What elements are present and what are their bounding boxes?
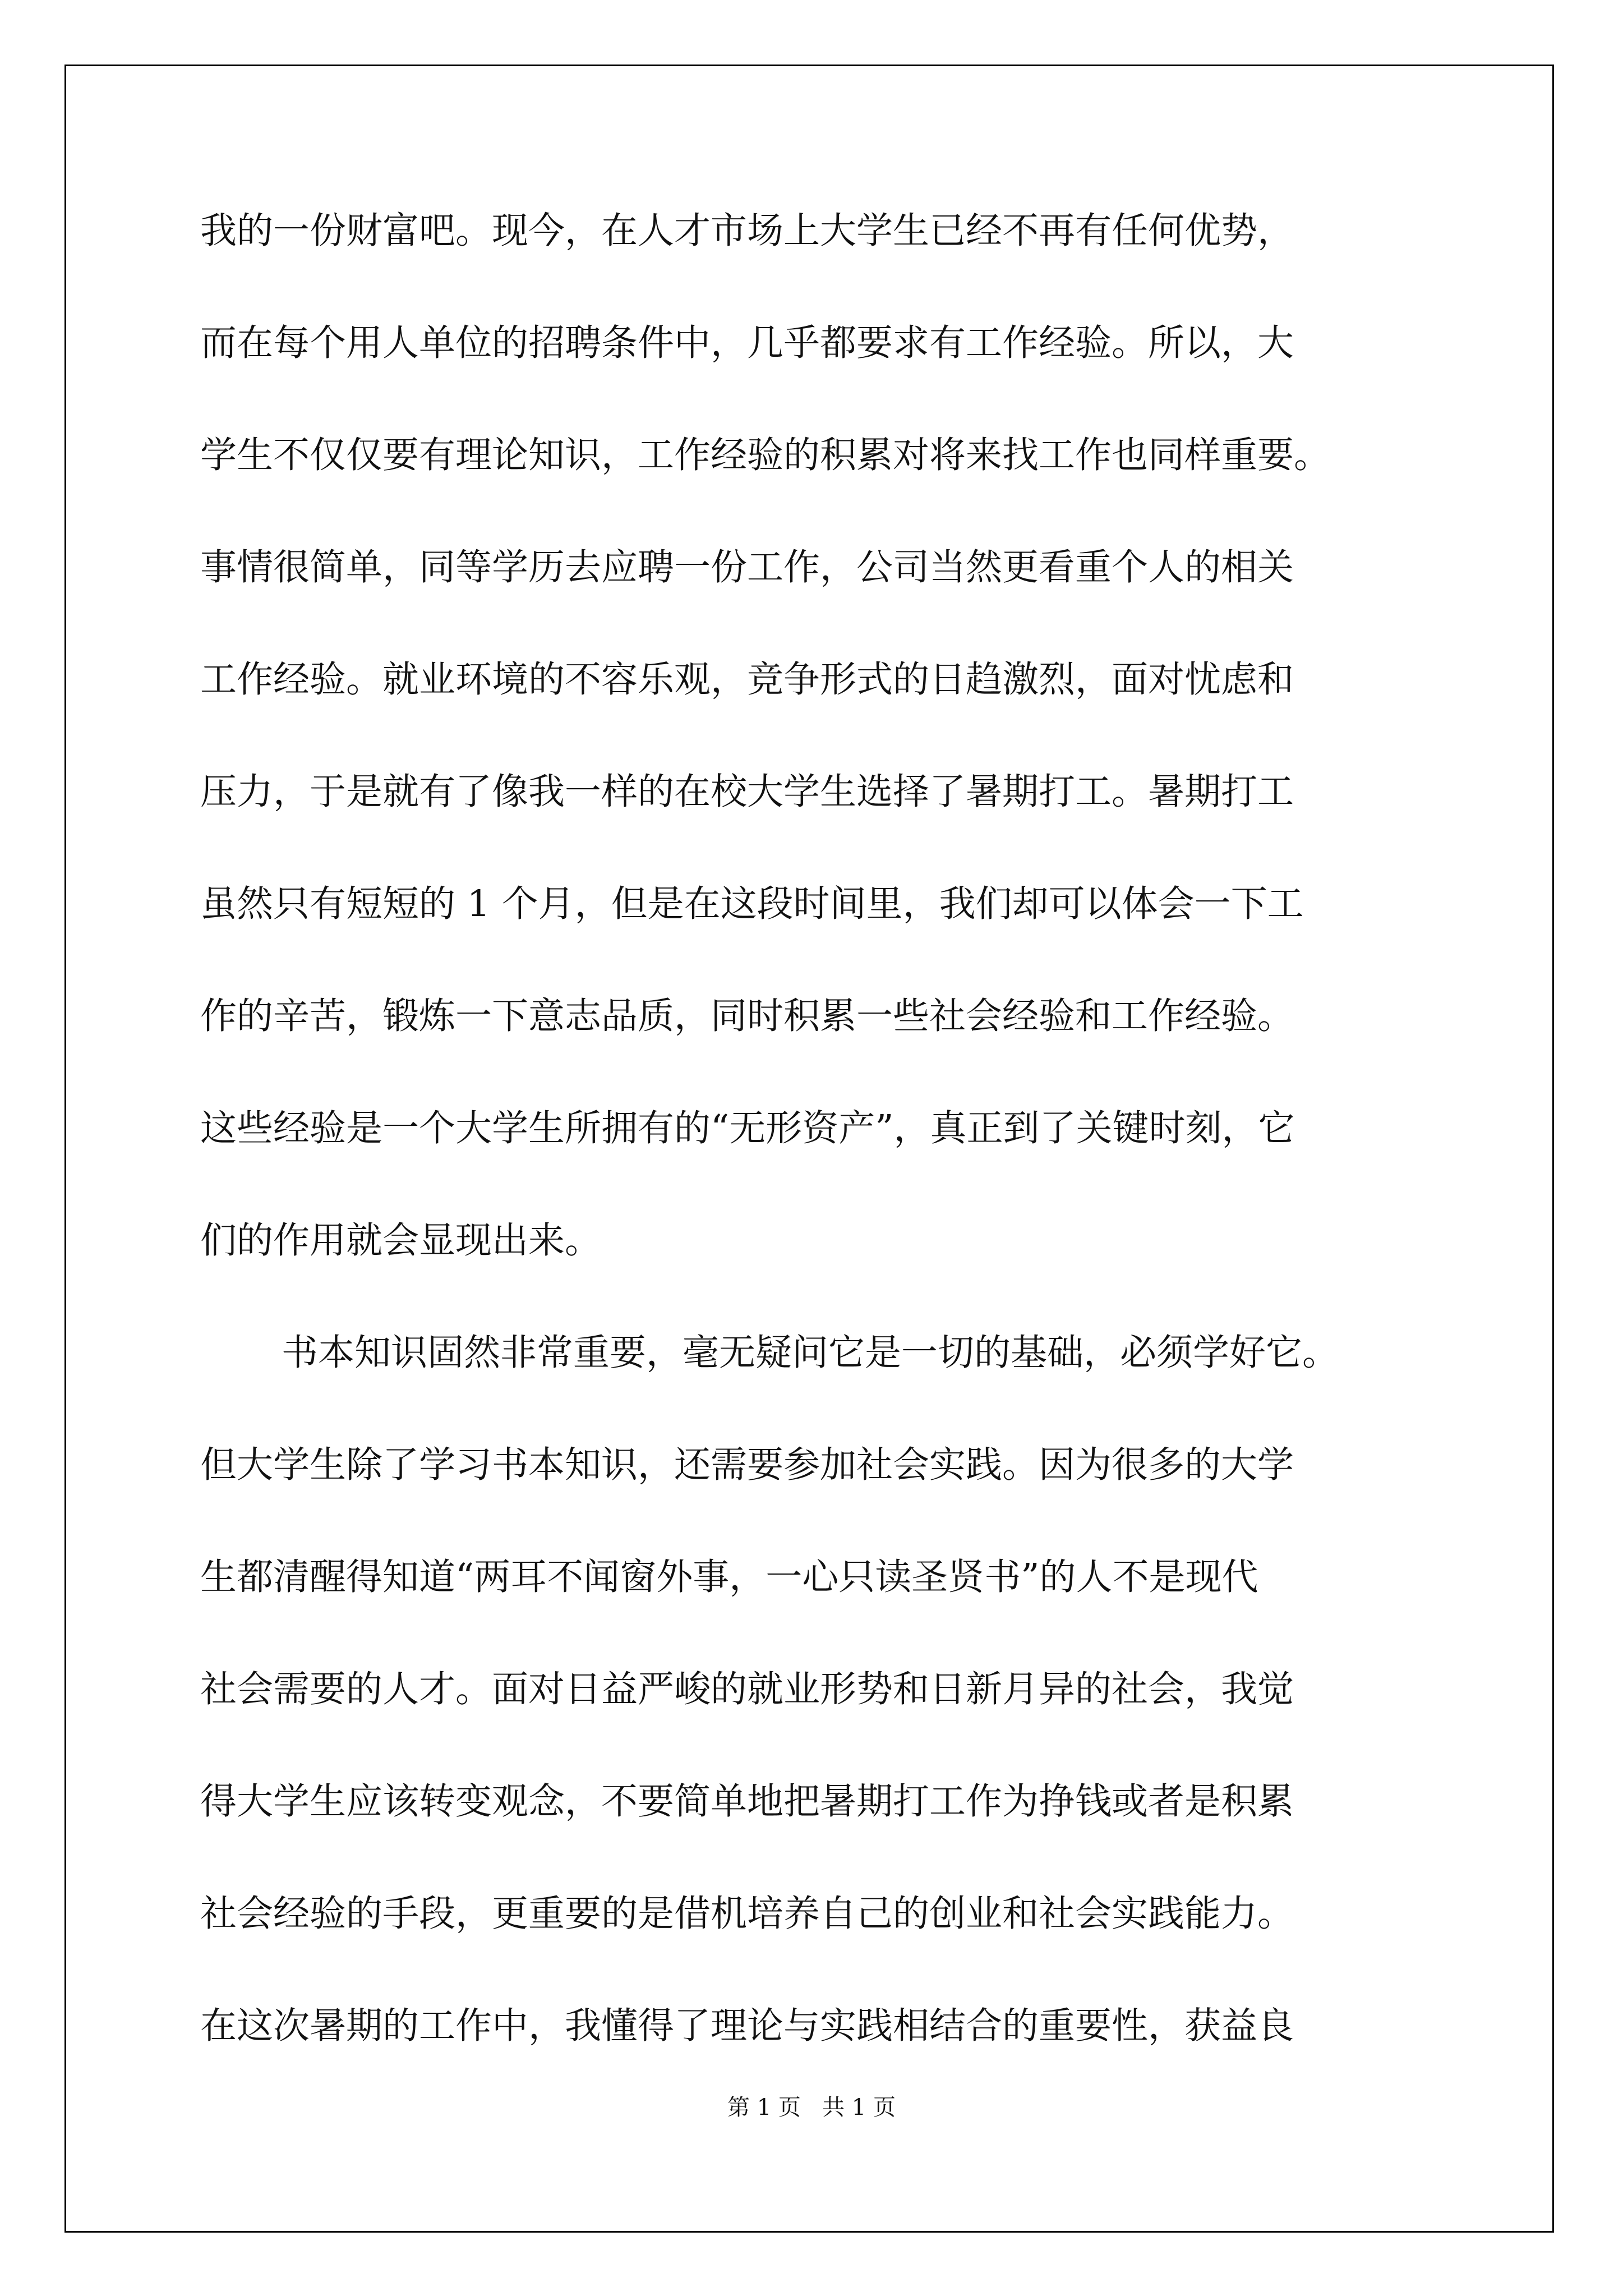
text-line: 事情很简单，同等学历去应聘一份工作，公司当然更看重个人的相关	[200, 546, 1294, 588]
page-total: 共 1 页	[822, 2095, 896, 2120]
text-line: 们的作用就会显现出来。	[200, 1220, 602, 1262]
text-line: 生都清醒得知道“两耳不闻窗外事，一心只读圣贤书”的人不是现代	[200, 1556, 1258, 1598]
paragraph-first-line: 书本知识固然非常重要，毫无疑问它是一切的基础，必须学好它。	[282, 1332, 1339, 1374]
text-line: 得大学生应该转变观念，不要简单地把暑期打工作为挣钱或者是积累	[200, 1780, 1294, 1823]
text-line: 我的一份财富吧。现今，在人才市场上大学生已经不再有任何优势，	[200, 210, 1294, 252]
page-number: 第 1 页	[727, 2095, 801, 2120]
page-footer	[0, 2093, 1623, 2122]
text-line: 压力，于是就有了像我一样的在校大学生选择了暑期打工。暑期打工	[200, 771, 1294, 813]
text-line: 这些经验是一个大学生所拥有的“无形资产”，真正到了关键时刻，它	[200, 1107, 1295, 1149]
text-line: 但大学生除了学习书本知识，还需要参加社会实践。因为很多的大学	[200, 1444, 1294, 1486]
text-line: 工作经验。就业环境的不容乐观，竞争形式的日趋激烈，面对忧虑和	[200, 659, 1294, 701]
text-line: 而在每个用人单位的招聘条件中，几乎都要求有工作经验。所以，大	[200, 322, 1294, 364]
text-line: 社会经验的手段，更重要的是借机培养自己的创业和社会实践能力。	[200, 1893, 1294, 1935]
text-line: 社会需要的人才。面对日益严峻的就业形势和日新月异的社会，我觉	[200, 1668, 1294, 1710]
text-line: 在这次暑期的工作中，我懂得了理论与实践相结合的重要性，获益良	[200, 2005, 1294, 2047]
text-line: 学生不仅仅要有理论知识，工作经验的积累对将来找工作也同样重要。	[200, 434, 1331, 476]
text-line: 虽然只有短短的 1 个月，但是在这段时间里，我们却可以体会一下工	[200, 883, 1304, 925]
text-line: 作的辛苦，锻炼一下意志品质，同时积累一些社会经验和工作经验。	[200, 995, 1294, 1037]
